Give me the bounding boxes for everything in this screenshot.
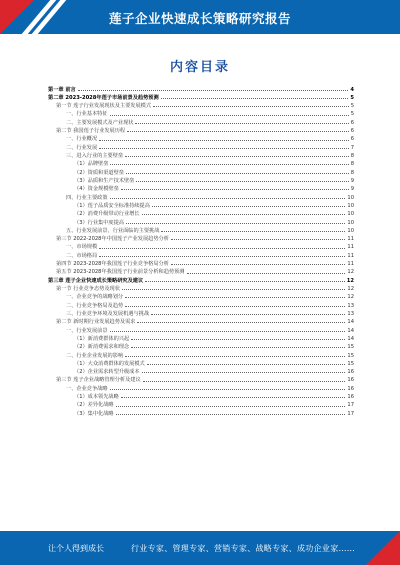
toc-entry-title: 第四节 2023-2028年我国莲子行业竞争格局分析	[56, 261, 169, 268]
toc-entry[interactable]	[48, 244, 354, 252]
toc-entry-title: （3）集中化战略	[74, 410, 114, 417]
toc-entry-title: （1）品牌壁垒	[74, 161, 109, 168]
toc-entry-title: （2）差异化战略	[74, 402, 114, 409]
toc-leader-dots	[131, 347, 345, 348]
toc-entry-title: 二、行业发展	[66, 144, 98, 151]
toc-entry-page: 15	[347, 352, 354, 359]
toc-leader-dots	[110, 115, 349, 116]
toc-entry[interactable]	[48, 360, 354, 368]
toc-heading: 内容目录	[169, 60, 230, 75]
toc-leader-dots	[136, 181, 348, 182]
toc-leader-dots	[99, 140, 349, 141]
toc-entry-title: 三、行业竞争环境及发展机遇与挑战	[66, 310, 150, 317]
report-title: 莲子企业快速成长策略研究报告	[108, 11, 291, 26]
toc-entry[interactable]	[48, 277, 354, 285]
toc-entry[interactable]	[48, 211, 354, 219]
toc-entry-page: 12	[347, 294, 354, 301]
toc-entry[interactable]	[48, 269, 354, 277]
toc-entry-title: 一、市场规模	[66, 244, 98, 251]
toc-entry[interactable]	[48, 227, 354, 235]
toc-leader-dots	[125, 156, 349, 157]
page-header	[0, 0, 400, 34]
toc-entry-title: 三、进入行业的主要壁垒	[66, 153, 124, 160]
toc-entry-title: （3）品质和生产技术壁垒	[74, 177, 135, 184]
toc-entry-page: 16	[347, 377, 354, 384]
toc-leader-dots	[143, 381, 346, 382]
toc-leader-dots	[99, 256, 345, 257]
toc-leader-dots	[110, 331, 346, 332]
toc-entry-page: 11	[347, 261, 354, 268]
toc-leader-dots	[137, 322, 345, 323]
toc-entry[interactable]	[48, 236, 354, 244]
toc-entry[interactable]	[48, 169, 354, 177]
toc-entry[interactable]	[48, 144, 354, 152]
toc-entry-page: 11	[347, 252, 354, 259]
toc-leader-dots	[78, 90, 349, 91]
toc-entry-page: 6	[350, 119, 354, 126]
toc-leader-dots	[127, 131, 349, 132]
toc-entry[interactable]	[48, 86, 354, 94]
toc-entry-title: 第三节 2022-2028年中国莲子产业发展趋势分析	[56, 236, 169, 243]
toc-entry-page: 5	[350, 103, 354, 110]
toc-entry-title: 一、企业竞争的战略划分	[66, 294, 124, 301]
toc-leader-dots	[122, 289, 345, 290]
toc-entry-page: 11	[347, 236, 354, 243]
toc-entry[interactable]	[48, 410, 354, 418]
toc-leader-dots	[161, 98, 349, 99]
toc-entry-title: （2）消费升级带动行业增长	[74, 211, 140, 218]
toc-entry[interactable]	[48, 202, 354, 210]
toc-leader-dots	[110, 389, 346, 390]
toc-entry-page: 8	[350, 161, 354, 168]
toc-entry-page: 16	[347, 369, 354, 376]
toc-entry[interactable]	[48, 402, 354, 410]
toc-entry-title: （1）成本领先战略	[74, 394, 119, 401]
toc-entry-title: 二、行业企业发展的影响	[66, 352, 124, 359]
toc-entry[interactable]	[48, 310, 354, 318]
toc-leader-dots	[171, 239, 345, 240]
toc-leader-dots	[135, 123, 348, 124]
toc-entry[interactable]	[48, 161, 354, 169]
toc-entry[interactable]	[48, 335, 354, 343]
toc-entry[interactable]	[48, 111, 354, 119]
toc-leader-dots	[121, 397, 346, 398]
toc-entry[interactable]	[48, 177, 354, 185]
toc-leader-dots	[126, 223, 345, 224]
toc-entry-title: 二、主要发展模式及产业现状	[66, 119, 134, 126]
toc-entry[interactable]	[48, 194, 354, 202]
toc-entry-page: 8	[350, 153, 354, 160]
toc-entry-title: （1）莲子品质安全标准持续提高	[74, 202, 150, 209]
toc-entry-title: 一、行业发展前景	[66, 327, 108, 334]
toc-entry-page: 13	[347, 302, 354, 309]
toc-entry[interactable]	[48, 153, 354, 161]
toc-entry-page: 16	[347, 385, 354, 392]
toc-entry-title: 第一节 行业竞争态势及现状	[56, 286, 120, 293]
toc-entry-page: 12	[347, 286, 354, 293]
toc-entry-page: 9	[350, 177, 354, 184]
toc-leader-dots	[125, 306, 345, 307]
toc-entry-page: 5	[350, 111, 354, 118]
toc-entry-page: 12	[346, 277, 354, 284]
toc-entry-title: 第二章 2023-2028年莲子市场前景及趋势预测	[48, 94, 159, 101]
toc-entry-page: 6	[350, 136, 354, 143]
toc-entry-page: 15	[347, 360, 354, 367]
toc-entry[interactable]	[48, 385, 354, 393]
footer-red-corner	[366, 531, 400, 565]
toc-entry-title: 二、市场格局	[66, 252, 98, 259]
toc-entry[interactable]	[48, 119, 354, 127]
toc-leader-dots	[99, 148, 349, 149]
toc-entry-title: 一、企业竞争战略	[66, 385, 108, 392]
toc-entry[interactable]	[48, 377, 354, 385]
toc-entry[interactable]	[48, 319, 354, 327]
toc-leader-dots	[147, 364, 346, 365]
toc-entry-title: 第一节 莲子行业发展现状及主要发展模式	[56, 103, 152, 110]
toc-entry-page: 7	[350, 144, 354, 151]
toc-leader-dots	[125, 297, 345, 298]
toc-entry-title: 第三节 莲子企业战略管理分析及建议	[56, 377, 141, 384]
toc-entry-page: 4	[350, 86, 354, 93]
toc-entry[interactable]	[48, 261, 354, 269]
toc-leader-dots	[153, 106, 349, 107]
toc-entry-page: 13	[347, 310, 354, 317]
toc-entry-title: （2）企业需求转型升级成本	[74, 369, 140, 376]
toc-entry-page: 6	[350, 128, 354, 135]
toc-entry[interactable]	[48, 352, 354, 360]
toc-entry[interactable]	[48, 103, 354, 111]
toc-entry-title: 第二节 我国莲子行业发展历程	[56, 128, 126, 135]
toc-entry-page: 5	[350, 94, 354, 101]
toc-entry-page: 17	[347, 402, 354, 409]
toc-leader-dots	[110, 164, 348, 165]
toc-entry-page: 10	[347, 211, 354, 218]
toc-leader-dots	[116, 414, 346, 415]
toc-leader-dots	[142, 214, 346, 215]
footer-slogan: 让个人得到成长	[48, 544, 104, 553]
toc-entry-page: 10	[347, 202, 354, 209]
toc-entry[interactable]	[48, 219, 354, 227]
toc-leader-dots	[125, 356, 345, 357]
toc-entry-title: （2）资质和渠道壁垒	[74, 169, 124, 176]
toc-entry-page: 10	[347, 227, 354, 234]
toc-leader-dots	[161, 231, 345, 232]
toc-entry-page: 14	[347, 319, 354, 326]
toc-entry-page: 15	[347, 344, 354, 351]
footer-tagline: 行业专家、管理专家、营销专家、战略专家、成功企业家……	[131, 544, 356, 553]
toc-leader-dots	[142, 372, 346, 373]
toc-entry-title: （1）新消费群体的兴起	[74, 335, 130, 342]
toc-entry[interactable]	[48, 344, 354, 352]
toc-entry-title: 第一章 前言	[48, 86, 76, 93]
toc-leader-dots	[145, 281, 345, 282]
toc-entry-page: 14	[347, 327, 354, 334]
toc-entry[interactable]	[48, 286, 354, 294]
toc-entry-page: 16	[347, 394, 354, 401]
toc-entry[interactable]	[48, 369, 354, 377]
toc-leader-dots	[152, 206, 345, 207]
toc-entry-page: 12	[347, 269, 354, 276]
table-of-contents	[48, 86, 354, 419]
toc-leader-dots	[131, 339, 345, 340]
toc-leader-dots	[110, 198, 346, 199]
toc-entry-page: 8	[350, 169, 354, 176]
toc-entry-page: 17	[347, 410, 354, 417]
toc-leader-dots	[151, 314, 345, 315]
toc-entry-page: 10	[347, 194, 354, 201]
toc-entry[interactable]	[48, 327, 354, 335]
toc-entry-page: 9	[350, 186, 354, 193]
toc-entry-page: 14	[347, 335, 354, 342]
toc-leader-dots	[121, 189, 349, 190]
toc-leader-dots	[116, 406, 346, 407]
toc-entry-page: 10	[347, 219, 354, 226]
toc-entry-title: 第二节 新时期行业发展趋势及需求	[56, 319, 136, 326]
toc-entry-title: 四、行业主要政策	[66, 194, 108, 201]
toc-entry[interactable]	[48, 302, 354, 310]
toc-entry-title: 第五节 2023-2028年我国莲子行业前景分析和趋势预测	[56, 269, 185, 276]
toc-entry-title: 一、行业概况	[66, 136, 98, 143]
toc-entry[interactable]	[48, 186, 354, 194]
toc-entry[interactable]	[48, 94, 354, 102]
toc-entry-title: 一、行业基本特征	[66, 111, 108, 118]
toc-entry-title: （2）新消费需求和理念	[74, 344, 130, 351]
page-footer	[0, 531, 400, 565]
toc-entry[interactable]	[48, 136, 354, 144]
toc-entry[interactable]	[48, 252, 354, 260]
toc-leader-dots	[187, 273, 346, 274]
toc-entry-page: 11	[347, 244, 354, 251]
toc-entry-title: （4）资金规模壁垒	[74, 186, 119, 193]
toc-entry[interactable]	[48, 294, 354, 302]
toc-entry[interactable]	[48, 394, 354, 402]
toc-entry-title: （3）行业集中度提高	[74, 219, 124, 226]
toc-leader-dots	[126, 173, 349, 174]
toc-entry-title: 二、行业竞争格局及趋势	[66, 302, 124, 309]
toc-entry-title: （1）大众消费群体的发展模式	[74, 360, 145, 367]
toc-leader-dots	[171, 264, 345, 265]
toc-leader-dots	[99, 248, 345, 249]
toc-entry[interactable]	[48, 128, 354, 136]
toc-entry-title: 五、行业发展前景、行业面临的主要挑战	[66, 227, 160, 234]
toc-entry-title: 第三章 莲子企业快速成长策略研究及建议	[48, 277, 144, 284]
